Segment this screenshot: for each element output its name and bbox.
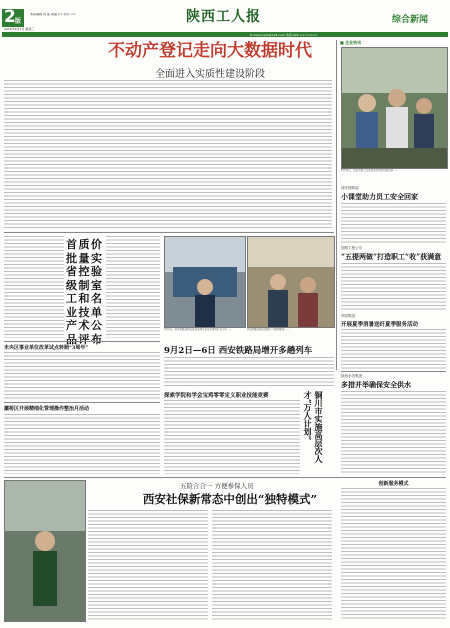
bottom-subhead-right: 创新服务模式	[378, 481, 409, 487]
section-title: 综合新闻	[392, 15, 429, 25]
banner-char: 名	[91, 292, 102, 305]
banner-char: 单	[91, 305, 102, 319]
lab-story-text-right	[106, 236, 160, 338]
banner-char: 控	[78, 265, 90, 278]
story2-text	[4, 414, 160, 474]
banner-char: 质	[78, 238, 90, 251]
page-number: 2	[4, 7, 16, 27]
rail-photo-right-image	[248, 237, 334, 327]
banner-char: 实	[91, 251, 102, 265]
bottom-text-left	[88, 510, 208, 620]
rail-headline: 9月2日—6日 西安铁路局增开多趟列车	[164, 346, 313, 356]
story1-text	[4, 352, 160, 400]
paper-logo: 陕西工人报	[186, 9, 261, 25]
story2-title: 灞桥区开展精细化管理操作整治月活动	[4, 406, 90, 412]
banner-char: 省	[66, 265, 77, 278]
quick-news-header: ■ 企业快讯	[340, 40, 362, 45]
right-col-divider	[341, 371, 446, 372]
brief-kicker-2: 国网工程公司	[341, 246, 362, 250]
rail-photo-caption-left: 9月2日，西安铁路局西安客运段列车员在车厢内打扫卫生……	[164, 328, 233, 331]
bottom-headline: 西安社保新常态中创出“独特模式”	[142, 492, 318, 506]
banner-char: 验	[91, 265, 102, 278]
bottom-text-right	[341, 488, 446, 620]
contact-line: E-mail:sxgrb@126.com 电话:029-×××××××	[250, 32, 318, 37]
column-rule	[336, 40, 337, 370]
rail-photo-right	[247, 236, 335, 328]
brief-text-1	[341, 203, 446, 243]
brief-title-3: 开展夏季消暑送纤夏季服务活动	[341, 322, 419, 328]
tech-contest-title: 探索学院和学会宝鸡零零定义职业技能竞赛	[164, 393, 269, 399]
masthead-bar	[2, 32, 448, 37]
bottom-photo-image	[5, 481, 85, 621]
brief-text-2	[341, 263, 446, 311]
lead-article-text	[4, 80, 332, 230]
lab-banner	[66, 236, 104, 346]
rail-story-text	[164, 357, 334, 387]
brief-kicker-1: 西安铁路局	[341, 186, 359, 190]
banner-char: 价	[91, 238, 102, 251]
banner-char: 量	[78, 251, 90, 265]
side-vertical-headline	[303, 391, 333, 473]
brief-text-4	[341, 391, 446, 475]
banner-char: 技	[78, 305, 90, 319]
bottom-photo	[4, 480, 86, 622]
rail-photo-left	[164, 236, 246, 328]
lead-headline: 不动产登记走向大数据时代	[108, 41, 312, 61]
banner-char: 布	[91, 332, 102, 346]
bottom-kicker: 五险合合一 方便参保人员	[180, 482, 254, 490]
page-unit: 版	[15, 18, 22, 25]
workers-photo-caption: 8月31日，西安市职工在培训基地参加技能培训……	[341, 169, 399, 172]
banner-char: 业	[66, 305, 77, 319]
banner-char: 和	[78, 292, 90, 305]
bottom-rule	[4, 477, 446, 478]
banner-char: 公	[91, 319, 102, 332]
banner-char: 术	[78, 319, 90, 332]
banner-char: 评	[78, 332, 90, 346]
brief-title-2: “五提两做”打造职工“收”获满意	[341, 252, 442, 261]
banner-char: 室	[91, 278, 102, 292]
workers-photo	[341, 47, 448, 169]
lead-bottom-rule	[4, 232, 334, 233]
banner-char: 级	[66, 278, 77, 292]
workers-photo-image	[342, 48, 447, 168]
banner-char: 批	[66, 251, 77, 265]
rail-photo-left-image	[165, 237, 245, 327]
banner-char: 产	[66, 319, 77, 332]
brief-title-4: 多措并举确保安全供水	[341, 380, 411, 389]
page-number-badge	[2, 9, 24, 27]
banner-char: 首	[66, 238, 77, 251]
side-vertical-headline-text: 铜川市实施高层次人才“万人计划”	[303, 391, 324, 463]
brief-kicker-4: 陕西水务集团	[341, 374, 362, 378]
editor-line: 本版编辑 刘 强 美编 ×× 校对 ××	[30, 13, 76, 16]
date-line: 2015年9月2日 星期三	[4, 27, 35, 31]
brief-title-1: 小课堂助力员工安全回家	[341, 192, 418, 201]
brief-text-3	[341, 329, 446, 369]
lab-story-text-left	[4, 236, 64, 338]
story1-title: 未央区事业单位改革试点转制“3周年”	[4, 345, 89, 351]
story2-rule	[4, 402, 160, 403]
bottom-text-mid	[212, 510, 332, 620]
banner-char: 工	[66, 292, 77, 305]
tech-contest-text	[164, 400, 300, 474]
banner-char: 品	[66, 332, 77, 346]
rail-photo-caption-right: 西安铁路局客运段职工为旅客服务……	[247, 328, 290, 331]
story1-rule	[4, 341, 160, 342]
brief-kicker-3: 华阴集团	[341, 314, 355, 318]
lab-banner-grid	[66, 236, 104, 344]
lead-subhead: 全面进入实质性建设阶段	[155, 69, 265, 80]
banner-char: 制	[78, 278, 90, 292]
